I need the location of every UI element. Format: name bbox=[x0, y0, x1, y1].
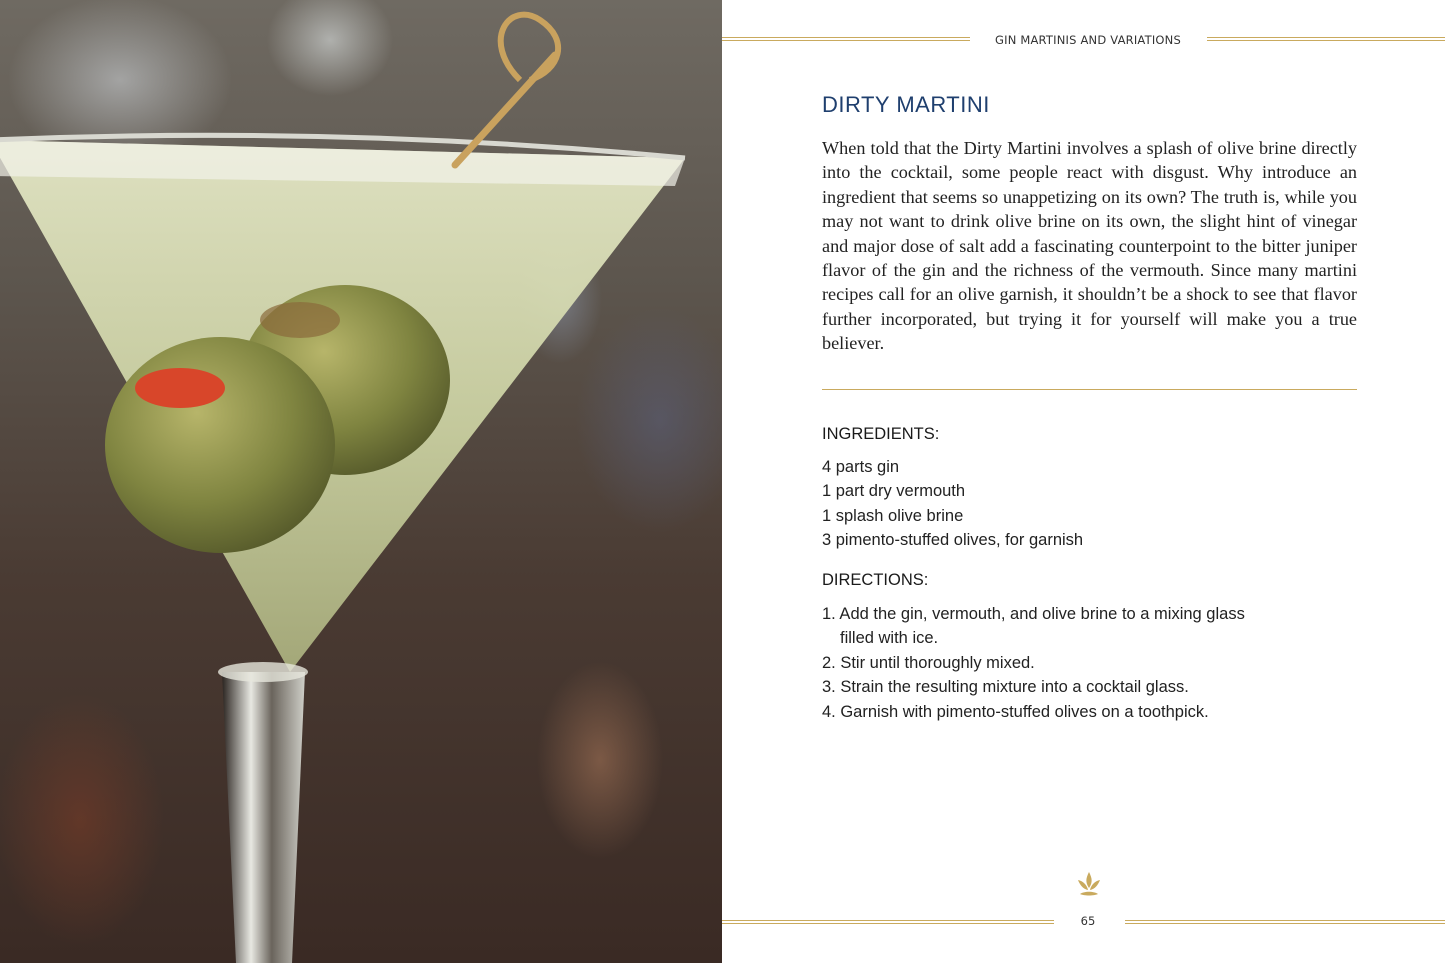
running-header: GIN MARTINIS AND VARIATIONS bbox=[995, 33, 1181, 47]
ingredient-item: 3 pimento-stuffed olives, for garnish bbox=[822, 531, 1084, 550]
section-divider bbox=[822, 389, 1357, 390]
direction-step: 1. Add the gin, vermouth, and olive brine to a mixing glass filled with ice. bbox=[822, 605, 1245, 648]
direction-step: 4. Garnish with pimento-stuffed olives on a toothpick. bbox=[822, 702, 1209, 721]
ingredients-heading: INGREDIENTS: bbox=[822, 425, 940, 443]
footer-rule-left bbox=[722, 920, 1054, 924]
fleur-ornament-icon bbox=[1074, 870, 1104, 900]
recipe-page bbox=[722, 0, 1445, 963]
header-rule-right bbox=[1207, 37, 1445, 41]
ingredient-item: 4 parts gin bbox=[822, 458, 900, 476]
ingredients-list bbox=[822, 455, 1083, 553]
directions-list bbox=[822, 602, 1262, 724]
martini-photo bbox=[0, 0, 722, 963]
direction-step: 2. Stir until thoroughly mixed. bbox=[822, 653, 1035, 672]
direction-step: 3. Strain the resulting mixture into a cocktail glass. bbox=[822, 678, 1189, 697]
directions-heading: DIRECTIONS: bbox=[822, 571, 929, 589]
ingredient-item: 1 splash olive brine bbox=[822, 506, 964, 525]
header-rule-left bbox=[722, 37, 970, 41]
recipe-title: DIRTY MARTINI bbox=[822, 92, 990, 117]
recipe-intro: When told that the Dirty Martini involves a splash of olive brine directly into the cocktail, some people react with disgust. Why introduce an ingredient that seems so unappetizing on its own? The truth is, while you may not want to drink olive brine on its own, the slight hint of vinegar and major dose of salt add a fascinating counterpoint to the bitter juniper flavor of the gin and the richness of the vermouth. Since many martini recipes call for an olive garnish, it shouldn’t be a shock to see that flavor further incorporated, but trying it for yourself will make you a true believer. bbox=[822, 138, 1357, 354]
ingredient-item: 1 part dry vermouth bbox=[822, 482, 966, 501]
footer-rule-right bbox=[1125, 920, 1445, 924]
page-number: 65 bbox=[1080, 914, 1096, 928]
martini-illustration bbox=[0, 0, 722, 963]
